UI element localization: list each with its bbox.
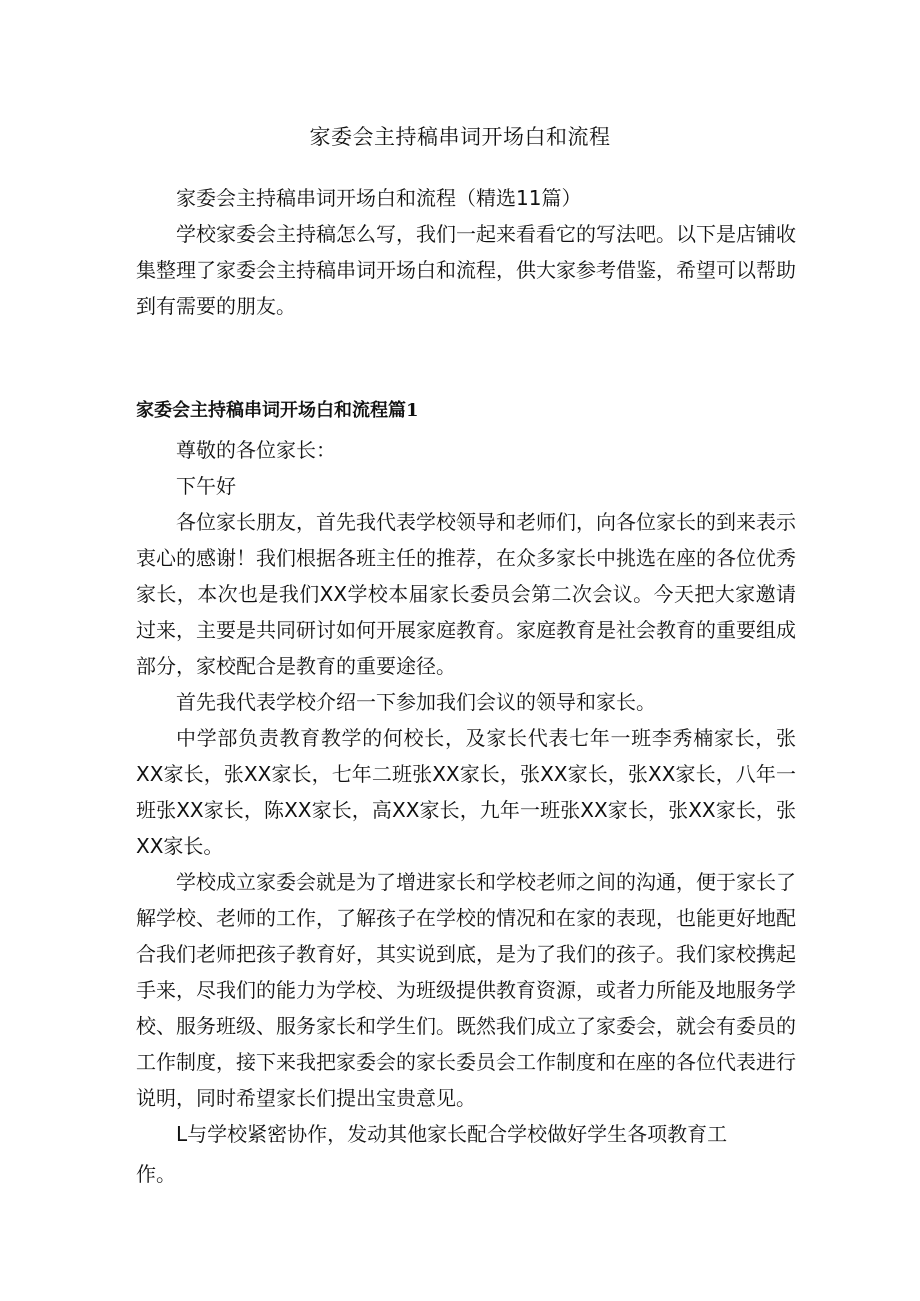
body-paragraph-1: 各位家长朋友，首先我代表学校领导和老师们，向各位家长的到来表示衷心的感谢！我们根据各班主任的推荐，在众多家长中挑选在座的各位优秀家长，本次也是我们XX学校本届家长委员会第二次会议。今天把大家邀请过来，主要是共同研讨如何开展家庭教育。家庭教育是社会教育的重要组成部分，家校配合是教育的重要途径。	[136, 510, 796, 678]
document-subtitle: 家委会主持稿串词开场白和流程（精选11篇）	[176, 186, 582, 210]
afternoon-line: 下午好	[176, 474, 236, 498]
document-title: 家委会主持稿串词开场白和流程	[309, 125, 611, 149]
body-paragraph-4: 学校成立家委会就是为了增进家长和学校老师之间的沟通，便于家长了解学校、老师的工作，了解孩子在学校的情况和在家的表现，也能更好地配合我们老师把孩子教育好，其实说到底，是为了我们的孩子。我们家校携起手来，尽我们的能力为学校、为班级提供教育资源，或者力所能及地服务学校、服务班级、服务家长和学生们。既然我们成立了家委会，就会有委员的工作制度，接下来我把家委会的家长委员会工作制度和在座的各位代表进行说明，同时希望家长们提出宝贵意见。	[136, 870, 796, 1110]
body-paragraph-5: L与学校紧密协作，发动其他家长配合学校做好学生各项教育工	[176, 1122, 728, 1146]
intro-paragraph: 学校家委会主持稿怎么写，我们一起来看看它的写法吧。以下是店铺收集整理了家委会主持稿串词开场白和流程，供大家参考借鉴，希望可以帮助到有需要的朋友。	[136, 222, 796, 318]
greeting-line: 尊敬的各位家长：	[176, 438, 336, 462]
body-paragraph-3: 中学部负责教育教学的何校长，及家长代表七年一班李秀楠家长，张XX家长，张XX家长，七年二班张XX家长，张XX家长，张XX家长，八年一班张XX家长，陈XX家长，高XX家长，九年一班张XX家长，张XX家长，张XX家长。	[136, 726, 796, 858]
section-heading: 家委会主持稿串词开场白和流程篇1	[136, 400, 419, 421]
body-paragraph-5-end: 作。	[136, 1162, 176, 1186]
body-paragraph-2: 首先我代表学校介绍一下参加我们会议的领导和家长。	[176, 690, 656, 714]
